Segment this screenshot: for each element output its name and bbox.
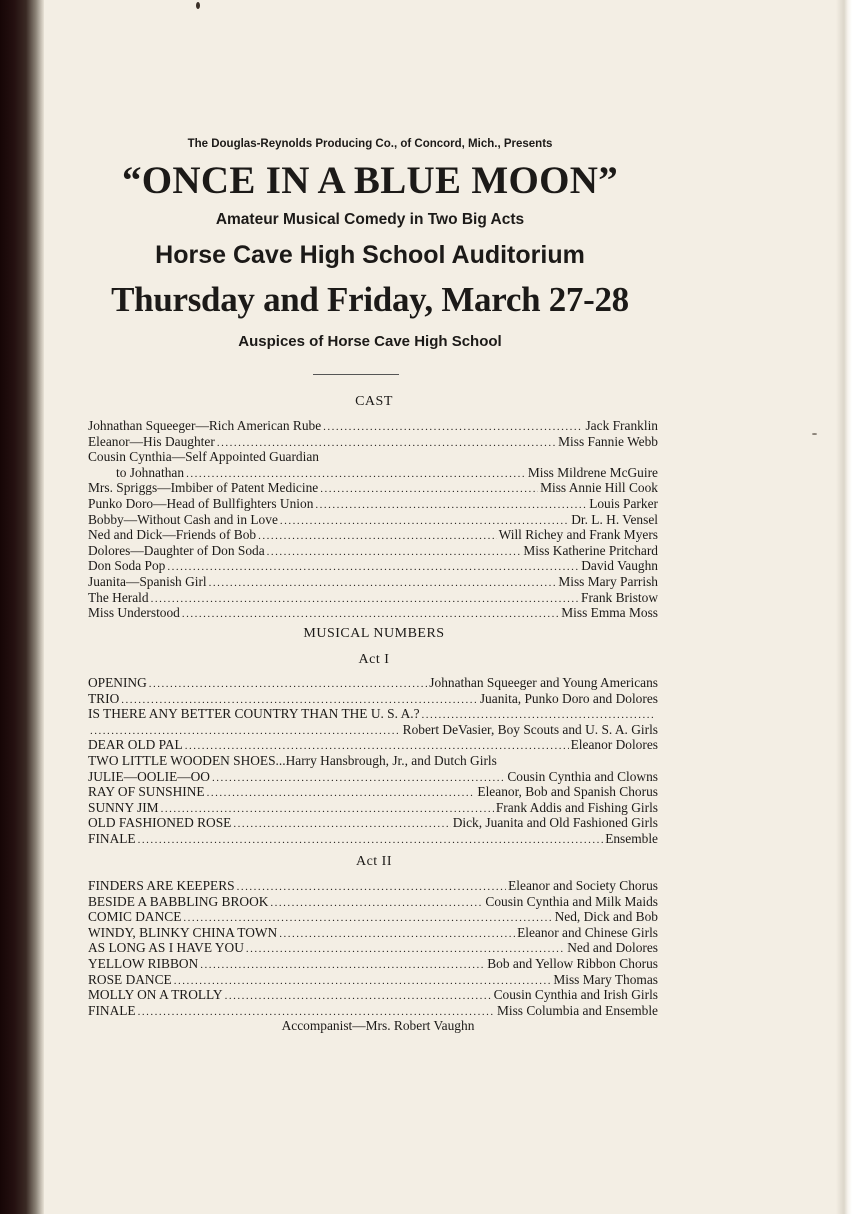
cast-entry: Johnathan Squeeger—Rich American Rube ..... Jack Franklin xyxy=(88,418,658,434)
song-entry: AS LONG AS I HAVE YOU ..... Ned and Dolores xyxy=(88,940,658,956)
song-entry: OPENING ..... Johnathan Squeeger and Young Americans xyxy=(88,675,658,691)
song-entry: FINALE ..... Miss Columbia and Ensemble xyxy=(88,1003,658,1019)
song-entry: BESIDE A BABBLING BROOK ..... Cousin Cynthia and Milk Maids xyxy=(88,894,658,910)
cast-entry: Eleanor—His Daughter ..... Miss Fannie Webb xyxy=(88,434,658,450)
song-entry: OLD FASHIONED ROSE ..... Dick, Juanita and Old Fashioned Girls xyxy=(88,815,658,831)
book-binding-shadow xyxy=(0,0,44,1214)
song-entry: IS THERE ANY BETTER COUNTRY THAN THE U. S. A.? ..... xyxy=(88,706,658,722)
song-entry: COMIC DANCE ..... Ned, Dick and Bob xyxy=(88,909,658,925)
song-entry: FINALE ..... Ensemble xyxy=(88,831,658,847)
cast-entry: The Herald ..... Frank Bristow xyxy=(88,590,658,606)
show-subtitle: Amateur Musical Comedy in Two Big Acts xyxy=(215,211,525,228)
presenter-line: The Douglas-Reynolds Producing Co., of Concord, Mich., Presents xyxy=(187,138,553,150)
cast-entry: Don Soda Pop ..... David Vaughn xyxy=(88,558,658,574)
song-entry: FINDERS ARE KEEPERS ..... Eleanor and Society Chorus xyxy=(88,878,658,894)
song-entry: MOLLY ON A TROLLY ..... Cousin Cynthia and Irish Girls xyxy=(88,987,658,1003)
musical-numbers-heading: MUSICAL NUMBERS xyxy=(303,626,445,641)
cast-entry: Bobby—Without Cash and in Love ..... Dr. L. H. Vensel xyxy=(88,512,658,528)
act-1-heading: Act I xyxy=(358,652,390,667)
cast-heading: CAST xyxy=(355,394,393,409)
divider xyxy=(313,374,399,375)
venue: Horse Cave High School Auditorium xyxy=(155,241,585,269)
show-title: “ONCE IN A BLUE MOON” xyxy=(121,159,619,202)
cast-entry: Cousin Cynthia—Self Appointed Guardian xyxy=(88,449,319,465)
song-entry: TWO LITTLE WOODEN SHOES...Harry Hansbrough, Jr., and Dutch Girls xyxy=(88,752,497,768)
cast-entry: Mrs. Spriggs—Imbiber of Patent Medicine ..... Miss Annie Hill Cook xyxy=(88,480,658,496)
ink-speck xyxy=(812,433,817,435)
performance-dates: Thursday and Friday, March 27-28 xyxy=(111,280,629,319)
act-1-list xyxy=(88,675,658,847)
act-2-heading: Act II xyxy=(355,854,393,869)
song-entry: DEAR OLD PAL ..... Eleanor Dolores xyxy=(88,737,658,753)
ink-speck xyxy=(196,2,200,9)
song-entry: SUNNY JIM ..... Frank Addis and Fishing Girls xyxy=(88,800,658,816)
song-entry: JULIE—OOLIE—OO ..... Cousin Cynthia and Clowns xyxy=(88,769,658,785)
song-entry: RAY OF SUNSHINE ..... Eleanor, Bob and Spanish Chorus xyxy=(88,784,658,800)
song-entry: WINDY, BLINKY CHINA TOWN ..... Eleanor and Chinese Girls xyxy=(88,925,658,941)
accompanist-credit: Accompanist—Mrs. Robert Vaughn xyxy=(281,1018,475,1033)
cast-entry: to Johnathan ..... Miss Mildrene McGuire xyxy=(88,465,658,481)
act-2-list xyxy=(88,878,658,1018)
song-entry: YELLOW RIBBON ..... Bob and Yellow Ribbon Chorus xyxy=(88,956,658,972)
page-edge xyxy=(836,0,852,1214)
song-entry: ROSE DANCE ..... Miss Mary Thomas xyxy=(88,972,658,988)
cast-entry: Punko Doro—Head of Bullfighters Union ..... Louis Parker xyxy=(88,496,658,512)
cast-entry: Ned and Dick—Friends of Bob ..... Will Richey and Frank Myers xyxy=(88,527,658,543)
auspices: Auspices of Horse Cave High School xyxy=(238,333,502,350)
song-entry: ..... Robert DeVasier, Boy Scouts and U. S. A. Girls xyxy=(88,722,658,738)
song-entry: TRIO ..... Juanita, Punko Doro and Dolores xyxy=(88,691,658,707)
cast-entry: Dolores—Daughter of Don Soda ..... Miss Katherine Pritchard xyxy=(88,543,658,559)
cast-entry: Juanita—Spanish Girl ..... Miss Mary Parrish xyxy=(88,574,658,590)
cast-list xyxy=(88,418,658,621)
cast-entry: Miss Understood ..... Miss Emma Moss xyxy=(88,605,658,621)
